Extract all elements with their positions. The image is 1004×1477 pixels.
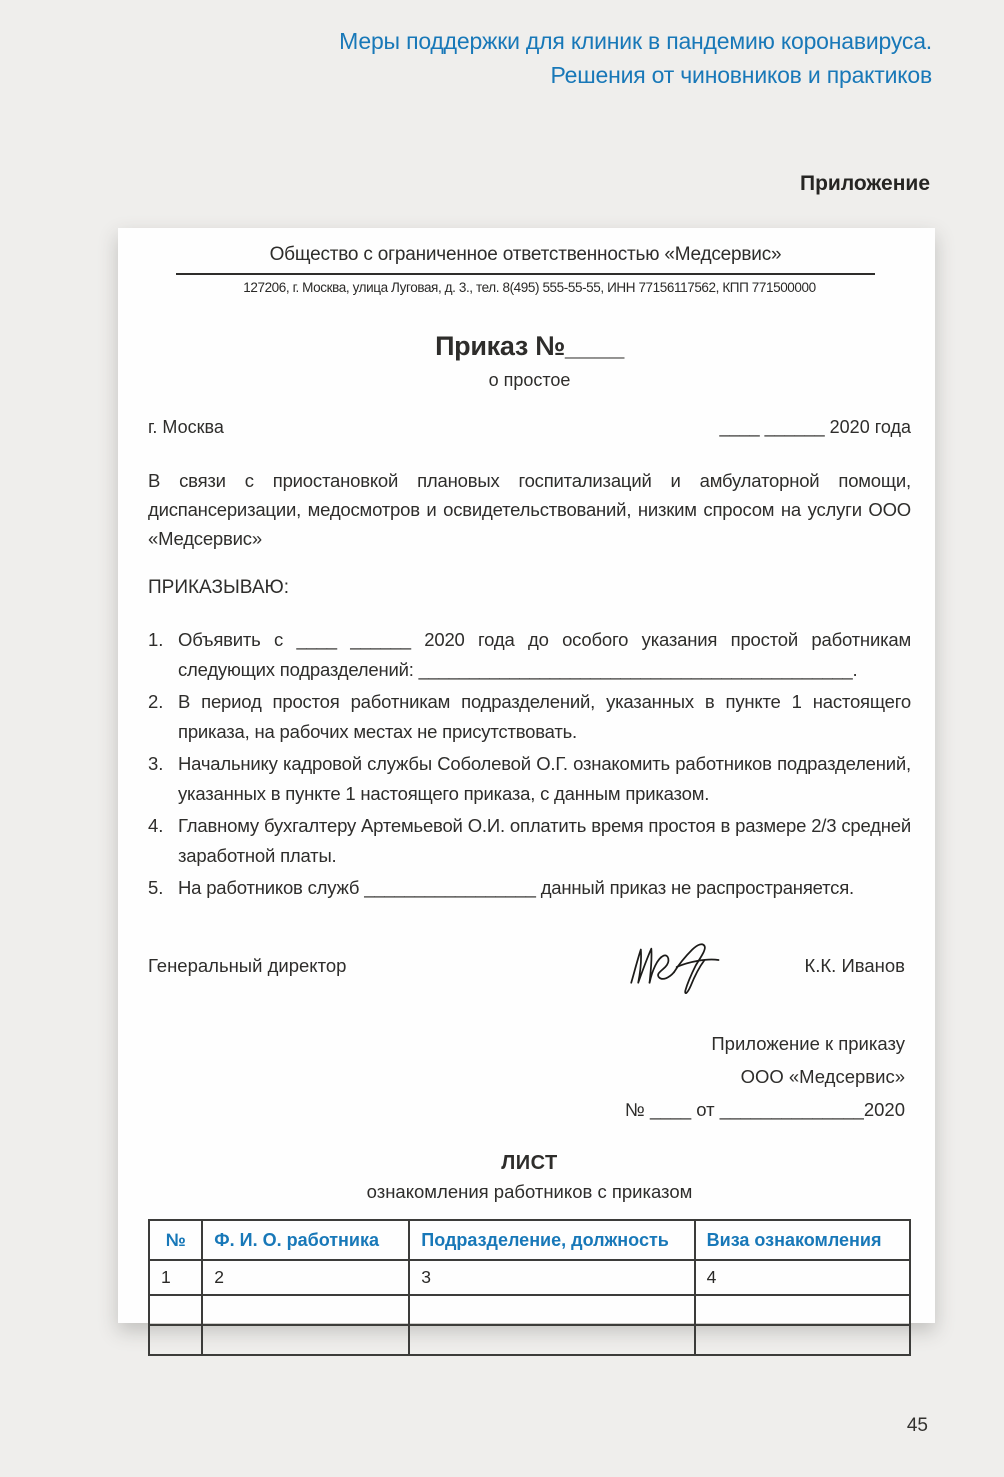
page-number: 45 [906, 1415, 928, 1436]
item-text: В период простоя работникам подразделений, указанных в пункте 1 настоящего приказа, на рабочих местах не присутствовать. [178, 691, 911, 742]
list-item [148, 873, 911, 903]
company-details: 127206, г. Москва, улица Луговая, д. 3., тел. 8(495) 555-55-55, ИНН 77156117562, КПП 771500000 [243, 280, 816, 295]
table-cell [695, 1295, 910, 1325]
table-row [149, 1260, 910, 1295]
table-cell [149, 1295, 202, 1325]
item-number: 3. [148, 753, 164, 774]
column-header-number: № [149, 1220, 202, 1260]
page-header-line2: Решения от чиновников и практиков [550, 62, 932, 88]
table-cell [202, 1295, 409, 1325]
column-header-fio: Ф. И. О. работника [202, 1220, 409, 1260]
table-cell [149, 1325, 202, 1355]
list-item [148, 811, 911, 871]
item-number: 2. [148, 691, 164, 712]
list-item [148, 749, 911, 809]
table-cell [409, 1295, 694, 1325]
list-item [148, 625, 911, 685]
item-number: 1. [148, 629, 164, 650]
item-text: Главному бухгалтеру Артемьевой О.И. оплатить время простоя в размере 2/3 средней заработной платы. [178, 815, 911, 866]
table-cell: 2 [202, 1260, 409, 1295]
item-number: 5. [148, 877, 164, 898]
table-row [149, 1295, 910, 1325]
table-cell [409, 1325, 694, 1355]
order-date-blank: ____ ______ 2020 года [719, 417, 911, 437]
order-subtitle: о простое [488, 370, 571, 390]
acknowledgement-table [148, 1219, 911, 1356]
table-cell: 1 [149, 1260, 202, 1295]
signatory-role: Генеральный директор [148, 955, 347, 976]
signature-row [148, 943, 911, 993]
company-name: Общество с ограниченное ответственностью «Медсервис» [176, 244, 875, 275]
item-text: Начальнику кадровой службы Соболевой О.Г. ознакомить работников подразделений, указанных в пункте 1 настоящего приказа, с данным приказом. [178, 753, 911, 804]
item-number: 4. [148, 815, 164, 836]
order-title: Приказ №____ [435, 331, 624, 361]
list-item [148, 687, 911, 747]
appendix-line3: № ____ от ______________2020 [625, 1099, 905, 1120]
appendix-line2: ООО «Медсервис» [740, 1066, 905, 1087]
city-date-row [148, 417, 911, 438]
item-text: На работников служб _________________ данный приказ не распространяется. [178, 877, 854, 898]
appendix-block [148, 1027, 911, 1126]
order-items [148, 625, 911, 903]
item-text: Объявить с ____ ______ 2020 года до особого указания простой работникам следующих подразделений: ___________________________________________. [178, 629, 911, 680]
table-header-row [149, 1220, 910, 1260]
signatory-name: К.К. Иванов [804, 955, 905, 976]
order-preamble: В связи с приостановкой плановых госпитализаций и амбулаторной помощи, диспансеризации, медосмотров и освидетельствований, низким спросом на услуги ООО «Медсервис» [148, 470, 911, 549]
order-city: г. Москва [148, 417, 224, 437]
table-row [149, 1325, 910, 1355]
column-header-visa: Виза ознакомления [695, 1220, 910, 1260]
section-label: Приложение [799, 172, 930, 195]
sheet-title: ЛИСТ [501, 1152, 558, 1174]
page-header-line1: Меры поддержки для клиник в пандемию коронавируса. [339, 28, 932, 54]
table-cell: 4 [695, 1260, 910, 1295]
sheet-subtitle: ознакомления работников с приказом [366, 1181, 693, 1202]
order-document-card [118, 228, 935, 1323]
appendix-line1: Приложение к приказу [711, 1033, 905, 1054]
table-cell [202, 1325, 409, 1355]
page-header [339, 24, 932, 92]
order-word: ПРИКАЗЫВАЮ: [148, 577, 289, 598]
handwritten-signature-icon [626, 939, 722, 1000]
column-header-department: Подразделение, должность [409, 1220, 694, 1260]
table-cell [695, 1325, 910, 1355]
table-cell: 3 [409, 1260, 694, 1295]
